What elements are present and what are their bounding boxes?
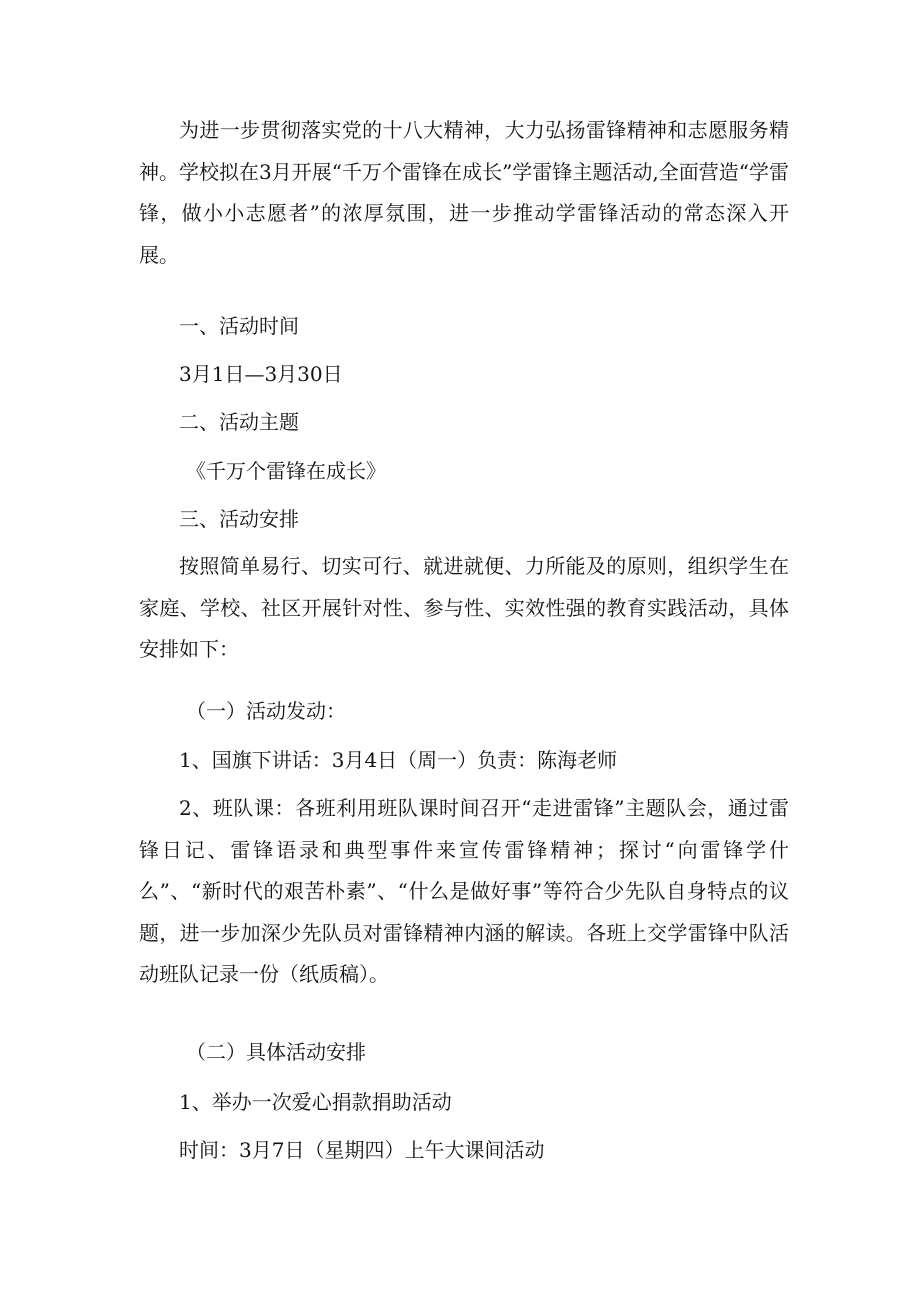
subsection2-heading: （二）具体活动安排 <box>186 1040 366 1064</box>
subsection1-heading: （一）活动发动： <box>186 699 346 723</box>
donation-activity-time: 时间：3月7日（星期四）上午大课间活动 <box>179 1138 545 1162</box>
section3-heading: 三、活动安排 <box>179 507 299 531</box>
intro-paragraph: 为进一步贯彻落实党的十八大精神，大力弘扬雷锋精神和志愿服务精神。学校拟在3月开展“千万个雷锋在成长”学雷锋主题活动,全面营造“学雷锋，做小小志愿者”的浓厚氛围，进一步推动学雷锋活动的常态深入开展。 <box>139 118 789 267</box>
class-meeting-paragraph: 2、班队课：各班利用班队课时间召开“走进雷锋”主题队会，通过雷锋日记、雷锋语录和典型事件来宣传雷锋精神；探讨“向雷锋学什么”、“新时代的艰苦朴素”、“什么是做好事”等符合少先队自身特点的议题，进一步加深少先队员对雷锋精神内涵的解读。各班上交学雷锋中队活动班队记录一份（纸质稿）。 <box>139 796 789 986</box>
arrangement-intro-paragraph: 按照简单易行、切实可行、就进就便、力所能及的原则，组织学生在家庭、学校、社区开展针对性、参与性、实效性强的教育实践活动，具体安排如下： <box>139 554 789 661</box>
activity-time: 3月1日—3月30日 <box>179 362 343 386</box>
flag-speech-item: 1、国旗下讲话：3月4日（周一）负责：陈海老师 <box>179 748 618 772</box>
donation-activity-item: 1、举办一次爱心捐款捐助活动 <box>179 1090 452 1114</box>
section1-heading: 一、活动时间 <box>179 314 299 338</box>
activity-theme: 《千万个雷锋在成长》 <box>186 459 386 483</box>
section2-heading: 二、活动主题 <box>179 410 299 434</box>
